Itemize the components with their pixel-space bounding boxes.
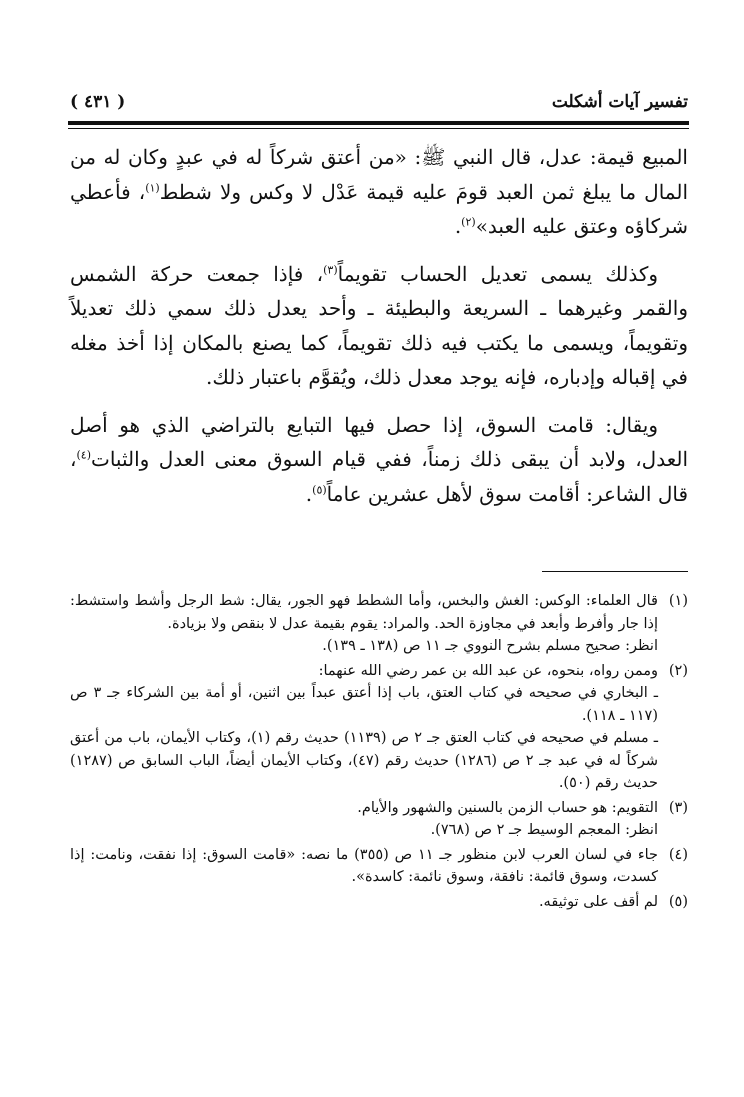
footnote-number: (٢) — [668, 662, 688, 679]
footnote-line: وممن رواه، بنحوه، عن عبد الله بن عمر رضي الله عنهما: — [318, 662, 658, 679]
page-number: ( ٤٣١ ) — [70, 92, 126, 112]
main-text — [70, 140, 688, 511]
page-header — [70, 86, 688, 118]
footnote-number: (١) — [668, 593, 688, 609]
paragraph-3 — [70, 408, 688, 512]
footnote-line: انظر: المعجم الوسيط جـ ٢ ص (٧٦٨). — [430, 822, 658, 838]
text-run: المبيع قيمة: عدل، قال النبي ﷺ: «من أعتق شركاً له في عبدٍ وكان له من المال ما يبلغ ثمن العبد قومَ عليه قيمة عَدْل لا وكس ولا شطط — [70, 145, 689, 204]
paragraph-2 — [70, 257, 688, 395]
header-rule-thick — [68, 121, 689, 125]
footnote-line: جاء في لسان العرب لابن منظور جـ ١١ ص (٣٥٥) ما نصه: «قامت السوق: إذا نفقت، ونامت: إذا كسدت، وسوق قائمة: نافقة، وسوق نائمة: كاسدة». — [70, 846, 659, 885]
footnotes — [70, 590, 688, 915]
footnote-number: (٣) — [668, 799, 688, 816]
footnote-line: ـ مسلم في صحيحه في كتاب العتق جـ ٢ ص (١١٣٩) حديث رقم (١)، وكتاب الأيمان، باب من أعتق شركاً له في عبد جـ ٢ ص (١٢٨٦) حديث رقم (٤٧)، وكتاب الأيمان أيضاً، الباب السابق ص (١٢٨٧) حديث رقم (٥٠). — [70, 730, 659, 791]
footnote-ref-5: (٥) — [312, 482, 327, 496]
footnote-ref-1: (١) — [145, 180, 160, 194]
footnote-line: لم أقف على توثيقه. — [538, 893, 658, 910]
footnote-4 — [70, 844, 688, 889]
footnote-line: ـ البخاري في صحيحه في كتاب العتق، باب إذا أعتق عبداً بين اثنين، أو أمة بين الشركاء جـ ٣ ص (١١٧ ـ ١١٨). — [70, 685, 658, 724]
header-rule-thin — [68, 128, 689, 129]
text-run: ، فإذا جمعت حركة الشمس والقمر وغيرهما ـ السريعة والبطيئة ـ وأحد يعدل ذلك سمي ذلك تعديلاً وتقويماً، ويسمى ما يكتب فيه ذلك تقويماً، كما يصنع بالمكان إذا أخذ مغله في إقباله وإدباره، فإنه يوجد معدل ذلك، ويُقوَّم باعتبار ذلك. — [70, 261, 688, 389]
paragraph-1 — [70, 140, 688, 244]
footnote-separator — [542, 571, 688, 572]
footnote-3 — [70, 797, 688, 842]
footnote-number: (٥) — [668, 893, 688, 910]
footnote-ref-3: (٣) — [323, 262, 338, 276]
text-run: وكذلك يسمى تعديل الحساب تقويماً — [337, 261, 658, 286]
running-title: تفسير آيات أشكلت — [551, 92, 688, 112]
footnote-ref-4: (٤) — [76, 448, 91, 462]
text-run: . — [454, 214, 462, 238]
footnote-ref-2: (٢) — [461, 215, 476, 229]
text-run: ، فأعطي شركاؤه وعتق عليه العبد» — [70, 179, 688, 238]
text-run: ويقال: قامت السوق، إذا حصل فيها التبايع بالتراضي الذي هو أصل العدل، ولابد أن يبقى ذلك زمناً، ففي قيام السوق معنى العدل والثبات — [70, 412, 688, 471]
footnote-body — [70, 891, 658, 914]
footnote-2 — [70, 660, 688, 795]
footnote-5 — [70, 891, 688, 914]
footnote-line: التقويم: هو حساب الزمن بالسنين والشهور والأيام. — [357, 799, 658, 816]
footnote-number: (٤) — [668, 846, 688, 863]
text-run: . — [305, 481, 313, 506]
footnote-body — [70, 844, 658, 889]
footnote-body — [70, 660, 658, 795]
footnote-body — [70, 590, 658, 658]
text-run: ، قال الشاعر: أقامت سوق لأهل عشرين عاماً — [70, 447, 688, 506]
footnote-line: قال العلماء: الوكس: الغش والبخس، وأما الشطط فهو الجور، يقال: شط الرجل وأشط واستشط: إذا جار وأفرط وأبعد في مجاوزة الحد. والمراد: يقوم بقيمة عدل لا بنقص ولا بزيادة. — [70, 593, 658, 632]
footnote-line: انظر: صحيح مسلم بشرح النووي جـ ١١ ص (١٣٨ ـ ١٣٩). — [322, 638, 658, 654]
footnote-body — [70, 797, 658, 842]
footnote-1 — [70, 590, 688, 658]
